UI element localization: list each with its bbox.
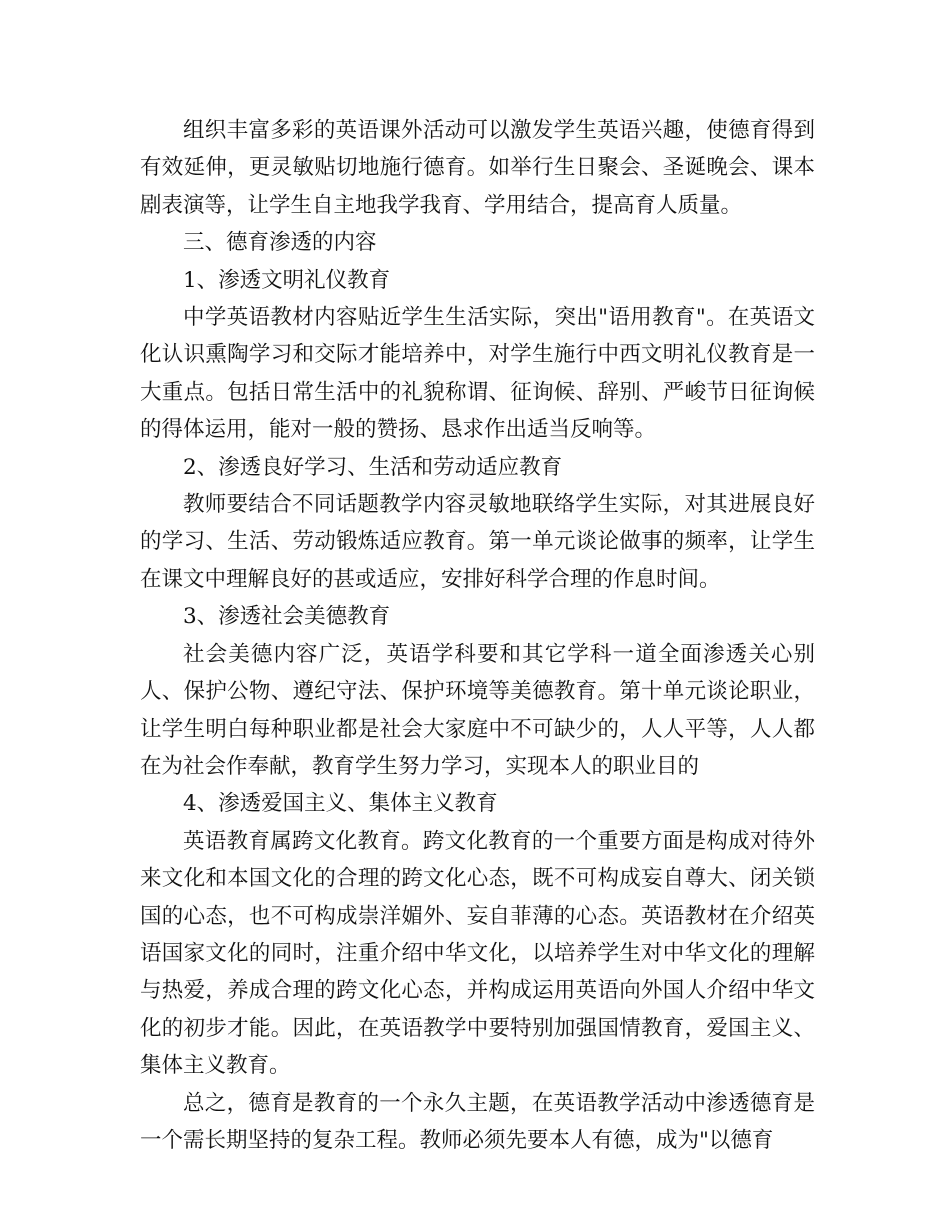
subheading-social-virtue: 3、渗透社会美德教育	[183, 604, 391, 630]
paragraph-patriotism: 英语教育属跨文化教育。跨文化教育的一个重要方面是构成对待外来文化和本国文化的合理的跨文化心态，既不可构成妄自尊大、闭关锁国的心态，也不可构成崇洋媚外、妄自菲薄的心态。英语教材在介绍英语国家文化的同时，注重介绍中华文化，以培养学生对中华文化的理解与热爱，养成合理的跨文化心态，并构成运用英语向外国人介绍中华文化的初步才能。因此，在英语教学中要特别加强国情教育，爱国主义、集体主义教育。	[140, 828, 815, 1079]
section-heading-content: 三、德育渗透的内容	[183, 230, 377, 256]
paragraph-activities: 组织丰富多彩的英语课外活动可以激发学生英语兴趣，使德育得到有效延伸，更灵敏贴切地施行德育。如举行生日聚会、圣诞晚会、课本剧表演等，让学生自主地我学我育、学用结合，提高育人质量。	[140, 118, 815, 218]
subheading-etiquette: 1、渗透文明礼仪教育	[183, 267, 391, 293]
document-body	[140, 112, 815, 1159]
subheading-study-habits: 2、渗透良好学习、生活和劳动适应教育	[183, 454, 563, 480]
paragraph-conclusion: 总之，德育是教育的一个永久主题，在英语教学活动中渗透德育是一个需长期坚持的复杂工程。教师必须先要本人有德，成为"以德育	[140, 1090, 815, 1153]
subheading-patriotism: 4、渗透爱国主义、集体主义教育	[183, 791, 498, 817]
paragraph-study-habits: 教师要结合不同话题教学内容灵敏地联络学生实际，对其进展良好的学习、生活、劳动锻炼适应教育。第一单元谈论做事的频率，让学生在课文中理解良好的甚或适应，安排好科学合理的作息时间。	[140, 492, 815, 592]
paragraph-etiquette: 中学英语教材内容贴近学生生活实际，突出"语用教育"。在英语文化认识熏陶学习和交际才能培养中，对学生施行中西文明礼仪教育是一大重点。包括日常生活中的礼貌称谓、征询候、辞别、严峻节日征询候的得体运用，能对一般的赞扬、恳求作出适当反响等。	[140, 305, 815, 443]
paragraph-social-virtue: 社会美德内容广泛，英语学科要和其它学科一道全面渗透关心别人、保护公物、遵纪守法、保护环境等美德教育。第十单元谈论职业，让学生明白每种职业都是社会大家庭中不可缺少的，人人平等，人人都在为社会作奉献，教育学生努力学习，实现本人的职业目的	[140, 641, 815, 779]
